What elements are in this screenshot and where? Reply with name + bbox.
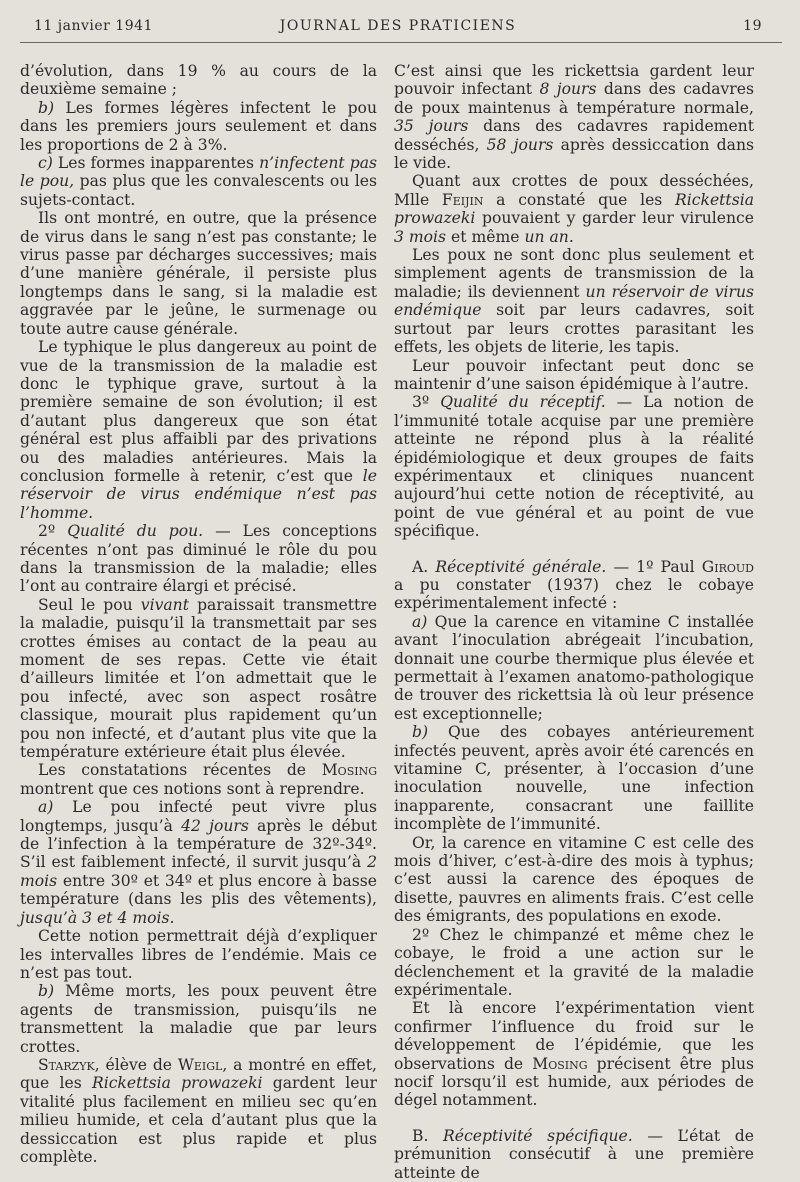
paragraph: c) Les formes inapparentes n’infectent pas le pou, pas plus que les convalescents ou les sujets-contact. [20, 154, 377, 209]
section-heading-paragraph: B. Réceptivité spécifique. — L’état de prémunition consécutif à une première atteinte de [394, 1126, 754, 1182]
paragraph: Seul le pou vivant paraissait transmettre la maladie, puisqu’il la transmettait par ses crottes émises au contact de la peau au moment de ses repas. Cette vie était d’ailleurs limitée et l’on admettait que le pou infecté, avec son aspect rosâtre classique, mourait plus rapidement qu’un pou non infecté, et d’autant plus vite que la température extérieure était plus élevée. [20, 595, 377, 762]
paragraph: Les constatations récentes de Mosing montrent que ces notions sont à reprendre. [20, 761, 377, 798]
paragraph: a) Que la carence en vitamine C installée avant l’inoculation abrégeait l’incubation, donnait une courbe thermique plus élevée et permettait à l’examen anatomo-pathologique de trouver des rickettsia là où leur présence est exceptionnelle; [394, 612, 754, 723]
header-page-number: 19 [743, 18, 762, 34]
paragraph: Cette notion permettrait déjà d’expliquer les intervalles libres de l’endémie. Mais ce n’est pas tout. [20, 927, 377, 982]
running-header [34, 18, 762, 38]
header-rule [20, 42, 782, 43]
paragraph: b) Que des cobayes antérieurement infectés peuvent, après avoir été carencés en vitamine C, présenter, à l’occasion d’une inoculation nouvelle, une infection inapparente, consacrant une faillite incomplète de l’immunité. [394, 723, 754, 834]
paragraph: Starzyk, élève de Weigl, a montré en effet, que les Rickettsia prowazeki gardent leur vitalité plus facilement en milieu sec qu’en milieu humide, et cela d’autant plus que la dessiccation est plus rapide et plus complète. [20, 1055, 377, 1166]
paragraph: Or, la carence en vitamine C est celle des mois d’hiver, c’est-à-dire des mois à typhus; c’est aussi la carence des époques de disette, pauvres en aliments frais. C’est celle des émigrants, des populations en exode. [394, 833, 754, 926]
paragraph: Le typhique le plus dangereux au point de vue de la transmission de la maladie est donc le typhique grave, surtout à la première semaine de son évolution; il est d’autant plus dangereux que son état général est plus affaibli par des privations ou des maladies antérieures. Mais la conclusion formelle à retenir, c’est que le réservoir de virus endémique n’est pas l’homme. [20, 338, 377, 522]
paragraph: 2º Chez le chimpanzé et même chez le cobaye, le froid a une action sur le déclenchement et la gravité de la maladie expérimentale. [394, 925, 754, 999]
paragraph: Leur pouvoir infectant peut donc se maintenir d’une saison épidémique à l’autre. [394, 356, 754, 393]
paragraph: a) Le pou infecté peut vivre plus longtemps, jusqu’à 42 jours après le début de l’infection à la température de 32º-34º. S’il est faiblement infecté, il survit jusqu’à 2 mois entre 30º et 34º et plus encore à basse température (dans les plis des vêtements), jusqu’à 3 et 4 mois. [20, 798, 377, 927]
header-date: 11 janvier 1941 [34, 18, 153, 34]
paragraph: Et là encore l’expérimentation vient confirmer l’influence du froid sur le développement de l’épidémie, que les observations de Mosing précisent être plus nocif lorsqu’il est humide, aux périodes de dégel notamment. [394, 999, 754, 1110]
section-heading-paragraph: 3º Qualité du réceptif. — La notion de l’immunité totale acquise par une première atteinte ne répond plus à la réalité épidémiologique et deux groupes de faits expérimentaux et cliniques nuancent aujourd’hui cette notion de réceptivité, au point de vue général et au point de vue spécifique. [394, 393, 754, 541]
paragraph: b) Même morts, les poux peuvent être agents de transmission, puisqu’ils ne transmettent la maladie que par leurs crottes. [20, 982, 377, 1056]
paragraph: d’évolution, dans 19 % au cours de la deuxième semaine ; [20, 62, 377, 99]
header-journal-title: JOURNAL DES PRATICIENS [279, 18, 517, 34]
paragraph: C’est ainsi que les rickettsia gardent leur pouvoir infectant 8 jours dans des cadavres de poux maintenus à température normale, 35 jours dans des cadavres rapidement desséchés, 58 jours après dessiccation dans le vide. [394, 62, 754, 173]
paragraph: b) Les formes légères infectent le pou dans les premiers jours seulement et dans les proportions de 2 à 3%. [20, 98, 377, 154]
paragraph: Ils ont montré, en outre, que la présence de virus dans le sang n’est pas constante; le virus passe par décharges successives; mais d’une manière générale, il persiste plus longtemps dans le sang, si la maladie est aggravée par le jeûne, le surmenage ou toute autre cause générale. [20, 209, 377, 338]
paragraph: Quant aux crottes de poux desséchées, Mlle Feijin a constaté que les Rickettsia prowazeki pouvaient y garder leur virulence 3 mois et même un an. [394, 172, 754, 246]
paragraph: Les poux ne sont donc plus seulement et simplement agents de transmission de la maladie; ils deviennent un réservoir de virus endémique soit par leurs cadavres, soit surtout par leurs crottes parasitant les effets, les objets de literie, les tapis. [394, 246, 754, 357]
left-column [20, 62, 377, 1166]
right-column [394, 62, 754, 1182]
section-heading-paragraph: A. Réceptivité générale. — 1º Paul Giroud a pu constater (1937) chez le cobaye expérimentalement infecté : [394, 557, 754, 613]
section-heading-paragraph: 2º Qualité du pou. — Les conceptions récentes n’ont pas diminué le rôle du pou dans la transmission de la maladie; elles l’ont au contraire élargi et précisé. [20, 522, 377, 596]
